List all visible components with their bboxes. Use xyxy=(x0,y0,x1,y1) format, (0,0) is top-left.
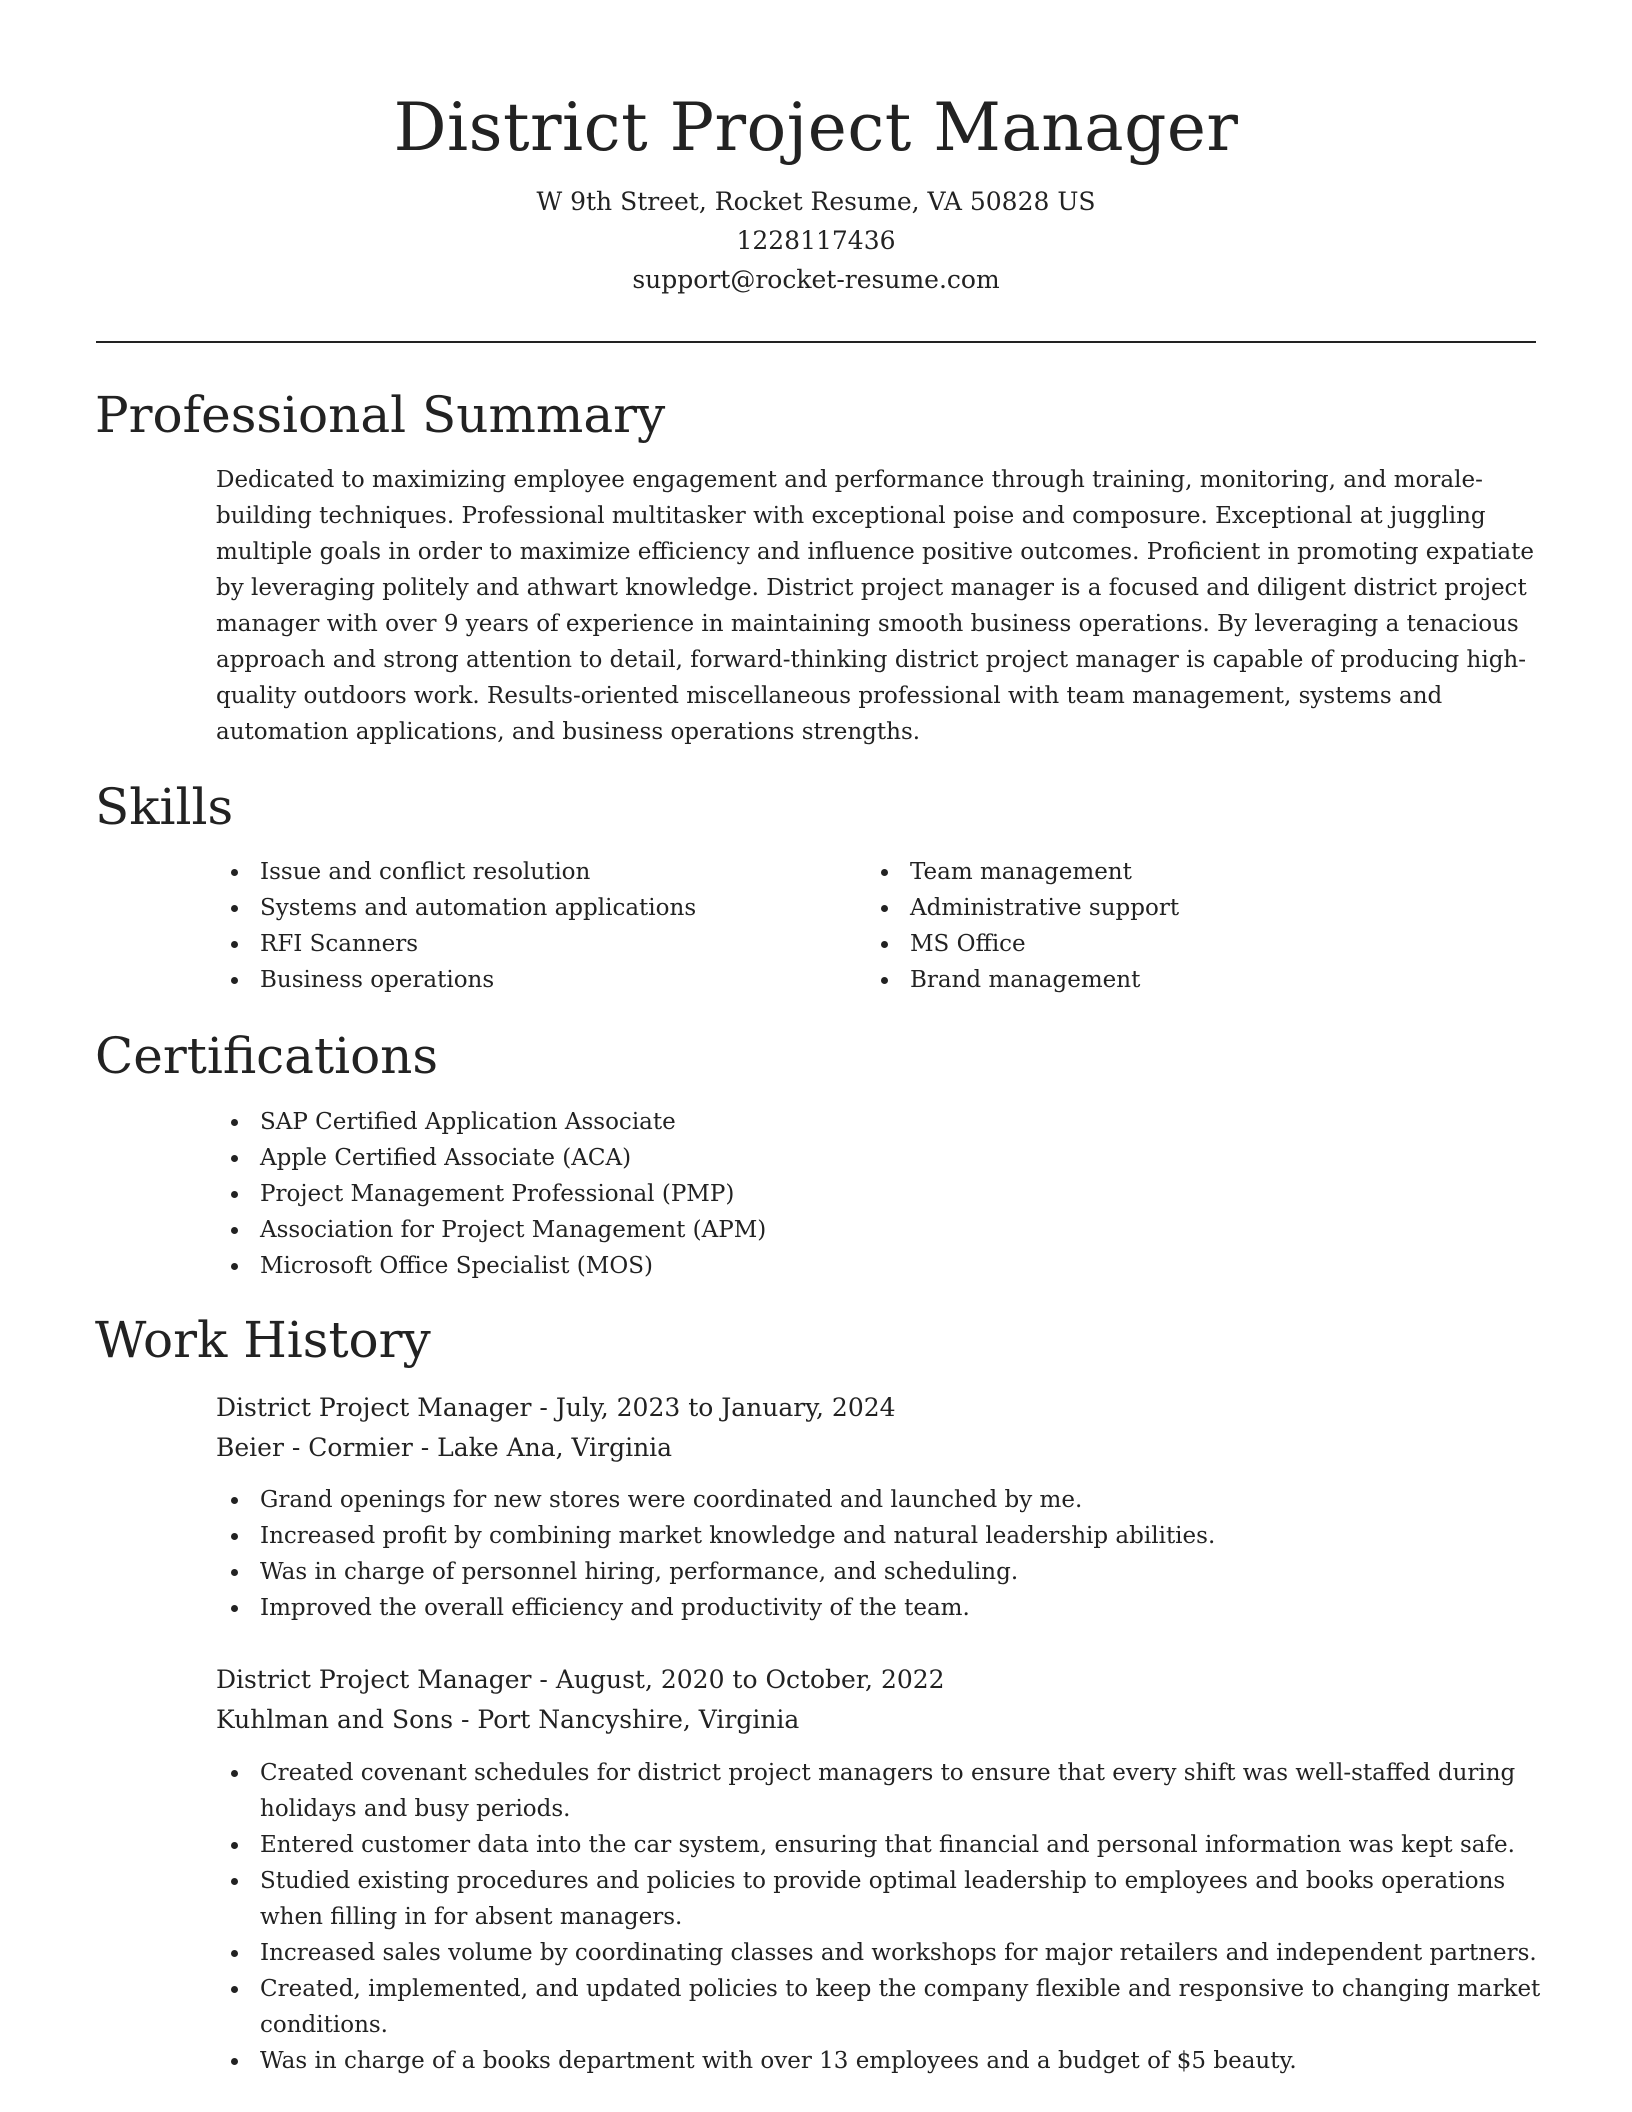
job-bullet: Was in charge of personnel hiring, performance, and scheduling. xyxy=(216,1554,1546,1590)
job-bullet: Increased sales volume by coordinating classes and workshops for major retailers and independent partners. xyxy=(216,1935,1546,1971)
skill-item: Brand management xyxy=(866,962,1179,998)
certification-item: Microsoft Office Specialist (MOS) xyxy=(216,1248,766,1284)
contact-email: support@rocket-resume.com xyxy=(632,265,1000,294)
job-title-line: District Project Manager - August, 2020 to October, 2022 xyxy=(216,1665,945,1694)
job-company-line: Kuhlman and Sons - Port Nancyshire, Virginia xyxy=(216,1705,800,1734)
skills-heading: Skills xyxy=(95,778,234,836)
job-header xyxy=(216,1388,896,1468)
skills-list-left xyxy=(216,854,696,998)
certification-item: Association for Project Management (APM) xyxy=(216,1212,766,1248)
job-company-line: Beier - Cormier - Lake Ana, Virginia xyxy=(216,1433,673,1462)
job-bullets xyxy=(216,1755,1546,2079)
job-bullet: Created covenant schedules for district project managers to ensure that every shift was well-staffed during holidays and busy periods. xyxy=(216,1755,1546,1827)
skill-item: Business operations xyxy=(216,962,696,998)
job-bullet: Was in charge of a books department with over 13 employees and a budget of $5 beauty. xyxy=(216,2043,1546,2079)
job-bullet: Improved the overall efficiency and productivity of the team. xyxy=(216,1590,1546,1626)
summary-heading: Professional Summary xyxy=(95,386,666,444)
skill-item: RFI Scanners xyxy=(216,926,696,962)
contact-block xyxy=(0,182,1632,299)
certification-item: Apple Certified Associate (ACA) xyxy=(216,1140,766,1176)
job-bullet: Entered customer data into the car system, ensuring that financial and personal information was kept safe. xyxy=(216,1827,1546,1863)
job-bullet: Increased profit by combining market knowledge and natural leadership abilities. xyxy=(216,1518,1546,1554)
certifications-list xyxy=(216,1104,766,1284)
job-bullet: Created, implemented, and updated policies to keep the company flexible and responsive to changing market conditions. xyxy=(216,1971,1546,2043)
skill-item: Administrative support xyxy=(866,890,1179,926)
skill-item: Team management xyxy=(866,854,1179,890)
contact-address: W 9th Street, Rocket Resume, VA 50828 US xyxy=(536,187,1096,216)
skill-item: MS Office xyxy=(866,926,1179,962)
job-bullet: Grand openings for new stores were coordinated and launched by me. xyxy=(216,1482,1546,1518)
certification-item: Project Management Professional (PMP) xyxy=(216,1176,766,1212)
skill-item: Systems and automation applications xyxy=(216,890,696,926)
contact-phone: 1228117436 xyxy=(736,226,896,255)
job-header xyxy=(216,1660,945,1740)
summary-text: Dedicated to maximizing employee engagement and performance through training, monitoring, and morale-building techniques. Professional multitasker with exceptional poise and composure. Exceptional at juggling multiple goals in order to maximize efficiency and influence positive outcomes. Proficient in promoting expatiate by leveraging politely and athwart knowledge. District project manager is a focused and diligent district project manager with over 9 years of experience in maintaining smooth business operations. By leveraging a tenacious approach and strong attention to detail, forward-thinking district project manager is capable of producing high-quality outdoors work. Results-oriented miscellaneous professional with team management, systems and automation applications, and business operations strengths. xyxy=(216,467,1534,745)
certifications-heading: Certifications xyxy=(95,1027,439,1085)
skills-list-right xyxy=(866,854,1179,998)
resume-header xyxy=(0,0,1632,299)
skill-item: Issue and conflict resolution xyxy=(216,854,696,890)
job-bullet: Studied existing procedures and policies to provide optimal leadership to employees and books operations when filling in for absent managers. xyxy=(216,1863,1546,1935)
header-divider xyxy=(96,341,1536,343)
job-bullets xyxy=(216,1482,1546,1626)
work-history-heading: Work History xyxy=(95,1311,431,1369)
candidate-name: District Project Manager xyxy=(393,89,1239,166)
job-title-line: District Project Manager - July, 2023 to January, 2024 xyxy=(216,1393,896,1422)
certification-item: SAP Certified Application Associate xyxy=(216,1104,766,1140)
